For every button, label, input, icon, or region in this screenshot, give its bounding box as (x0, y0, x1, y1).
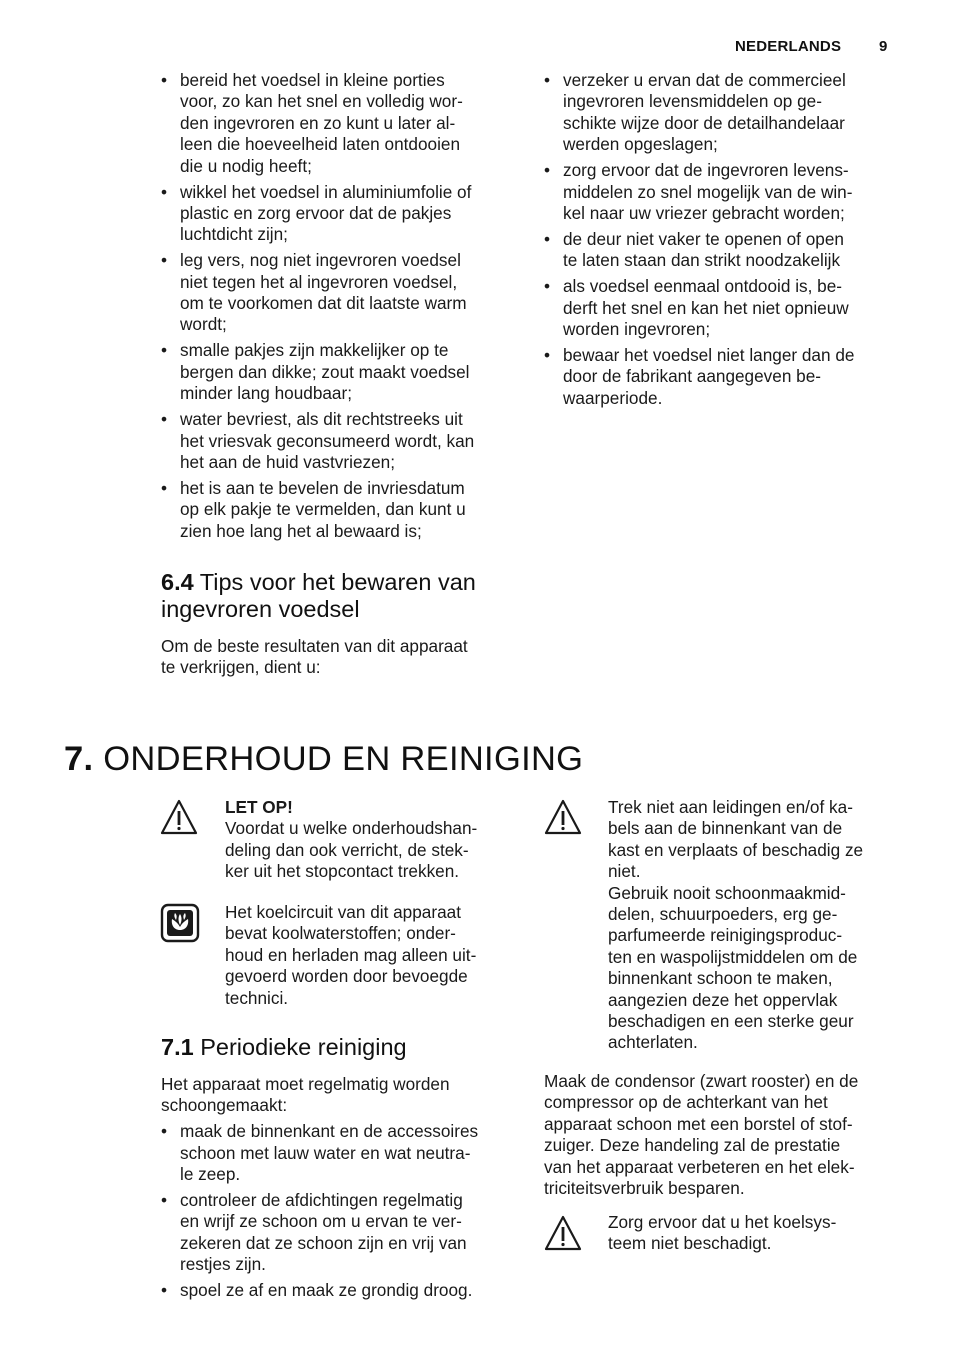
paragraph-line: van het apparaat verbeteren en het elek- (544, 1156, 855, 1177)
list-item (161, 1190, 516, 1276)
intro-line: schoongemaakt: (161, 1095, 288, 1116)
warning-line: beschadigen en een sterke geur (608, 1011, 854, 1032)
section-number: 6.4 (161, 569, 194, 595)
list-item-line: • water bevriest, als dit rechtstreeks uit (180, 409, 463, 430)
warning-line: deling dan ook verricht, de stek- (225, 839, 469, 860)
list-item (161, 250, 516, 336)
list-item-line: kel naar uw vriezer gebracht worden; (563, 202, 845, 223)
list-item-line: het aan de huid vastvriezen; (180, 451, 395, 472)
warning-line: delen, schuurpoeders, erg ge- (608, 904, 838, 925)
list-item-line: • smalle pakjes zijn makkelijker op te (180, 340, 449, 361)
warning-line: kast en verplaats of beschadig ze (608, 839, 864, 860)
warning-1 (225, 797, 525, 883)
list-item-line: • de deur niet vaker te openen of open (563, 228, 844, 249)
note-line: gevoerd worden door bevoegde (225, 966, 468, 987)
warning-line: ten en waspolijstmiddelen om de (608, 946, 858, 967)
list-item-line: leen die hoeveelheid laten ontdooien (180, 134, 461, 155)
note-line: bevat koolwaterstoffen; onder- (225, 923, 456, 944)
note-line: Het koelcircuit van dit apparaat (225, 902, 461, 922)
list-item (544, 345, 898, 409)
list-item-line: worden ingevroren; (563, 318, 711, 339)
list-item-line: • controleer de afdichtingen regelmatig (180, 1190, 463, 1211)
list-item-line: zekeren dat ze schoon zijn en vrij van (180, 1232, 467, 1253)
note-line: houd en herladen mag alleen uit- (225, 944, 477, 965)
list-item-line: het vriesvak geconsumeerd wordt, kan (180, 430, 475, 451)
section-title: Tips voor het bewaren van (199, 569, 476, 595)
environment-icon (160, 903, 200, 943)
running-header-language: NEDERLANDS (735, 38, 842, 55)
list-item-line: om te voorkomen dat dit laatste warm (180, 293, 467, 314)
list-item-line: le zeep. (180, 1164, 241, 1185)
list-item-line: • zorg ervoor dat de ingevroren levens- (563, 160, 849, 181)
list-item-line: bergen dan dikke; zout maakt voedsel (180, 361, 470, 382)
warning-line: Zorg ervoor dat u het koelsys- (608, 1212, 837, 1232)
page-number: 9 (879, 38, 888, 55)
list-item-line: wordt; (180, 314, 227, 335)
list-item-line: den ingevroren en zo kunt u later al- (180, 112, 456, 133)
storage-tips-list-container (544, 70, 898, 414)
list-item (161, 70, 516, 177)
section-title: Periodieke reiniging (200, 1034, 407, 1060)
list-item-line: voor, zo kan het snel en volledig wor- (180, 91, 463, 112)
warning-line: Trek niet aan leidingen en/of ka- (608, 797, 853, 817)
freezing-tips-list (161, 70, 516, 542)
list-item (544, 276, 898, 340)
warning-line: ker uit het stopcontact trekken. (225, 861, 460, 882)
list-item (161, 478, 516, 542)
warning-line: Gebruik nooit schoonmaakmid- (608, 882, 846, 903)
intro-line: Om de beste resultaten van dit apparaat (161, 636, 468, 656)
warning-line: bels aan de binnenkant van de (608, 818, 843, 839)
warning-line: teem niet beschadigt. (608, 1233, 772, 1254)
warning-triangle-icon (543, 798, 583, 838)
list-item-line: die u nodig heeft; (180, 155, 312, 176)
list-item (161, 1121, 516, 1185)
list-item-line: • het is aan te bevelen de invriesdatum (180, 477, 465, 498)
warning-line: binnenkant schoon te maken, (608, 968, 833, 989)
section-6-4-intro (161, 636, 516, 679)
warning-title: LET OP! (225, 797, 293, 817)
list-item (161, 182, 516, 246)
freezing-tips-list-container (161, 70, 516, 547)
list-item-line: • leg vers, nog niet ingevroren voedsel (180, 250, 461, 271)
paragraph-line: compressor op de achterkant van het (544, 1092, 828, 1113)
list-item-line: • bewaar het voedsel niet langer dan de (563, 344, 855, 365)
list-item-line: werden opgeslagen; (563, 134, 718, 155)
paragraph-line: zuiger. Deze handeling zal de prestatie (544, 1135, 841, 1156)
warning-line: parfumeerde reinigingsproduc- (608, 925, 843, 946)
warning-triangle-icon (543, 1214, 583, 1254)
list-item-line: schikte wijze door de detailhandelaar (563, 112, 845, 133)
list-item-line: restjes zijn. (180, 1254, 266, 1275)
note-line: technici. (225, 987, 289, 1008)
section-6-4-heading (161, 569, 476, 623)
condenser-paragraph (544, 1071, 898, 1199)
warning-line: achterlaten. (608, 1032, 698, 1053)
chapter-7-heading (64, 738, 583, 780)
list-item-line: middelen zo snel mogelijk van de win- (563, 181, 853, 202)
list-item-line: niet tegen het al ingevroren voedsel, (180, 271, 458, 292)
list-item-line: derft het snel en kan het niet opnieuw (563, 297, 849, 318)
list-item (161, 409, 516, 473)
cleaning-steps-list (161, 1121, 516, 1301)
warning-line: aangezien deze het oppervlak (608, 989, 838, 1010)
list-item-line: waarperiode. (563, 387, 663, 408)
paragraph-line: Maak de condensor (zwart rooster) en de (544, 1071, 859, 1091)
list-item-line: zien hoe lang het al bewaard is; (180, 520, 422, 541)
list-item-line: te laten staan dan strikt noodzakelijk (563, 250, 841, 271)
environment-note (225, 902, 525, 1009)
list-item-line: op elk pakje te vermelden, dan kunt u (180, 499, 466, 520)
list-item-line: door de fabrikant aangegeven be- (563, 366, 822, 387)
paragraph-line: apparaat schoon met een borstel of stof- (544, 1113, 853, 1134)
chapter-number: 7. (64, 740, 94, 778)
list-item (161, 340, 516, 404)
list-item-line: • verzeker u ervan dat de commercieel (563, 70, 846, 90)
list-item-line: • wikkel het voedsel in aluminiumfolie of (180, 181, 472, 202)
list-item-line: plastic en zorg ervoor dat de pakjes (180, 202, 452, 223)
section-7-1-body (161, 1074, 516, 1306)
warning-triangle-icon (159, 798, 199, 838)
intro-line: Het apparaat moet regelmatig worden (161, 1074, 450, 1094)
warning-2 (608, 797, 908, 1054)
paragraph-line: triciteitsverbruik besparen. (544, 1178, 745, 1199)
warning-line: niet. (608, 861, 641, 882)
warning-line: Voordat u welke onderhoudshan- (225, 818, 478, 839)
section-number: 7.1 (161, 1034, 194, 1060)
list-item-line: schoon met lauw water en wat neutra- (180, 1142, 471, 1163)
storage-tips-list (544, 70, 898, 409)
list-item (544, 229, 898, 272)
warning-3 (608, 1212, 908, 1255)
list-item-line: ingevroren levensmiddelen op ge- (563, 91, 822, 112)
list-item-line: minder lang houdbaar; (180, 383, 352, 404)
section-7-1-heading (161, 1034, 407, 1061)
list-item-line: luchtdicht zijn; (180, 224, 288, 245)
section-title-cont: ingevroren voedsel (161, 596, 360, 622)
list-item (544, 70, 898, 156)
list-item-line: • maak de binnenkant en de accessoires (180, 1121, 479, 1142)
intro-line: te verkrijgen, dient u: (161, 657, 321, 678)
chapter-title: ONDERHOUD EN REINIGING (103, 740, 584, 778)
list-item (161, 1280, 516, 1301)
list-item-line: • bereid het voedsel in kleine porties (180, 70, 445, 90)
list-item-line: • spoel ze af en maak ze grondig droog. (180, 1280, 473, 1301)
list-item-line: • als voedsel eenmaal ontdooid is, be- (563, 276, 842, 297)
list-item (544, 160, 898, 224)
list-item-line: en wrijf ze schoon om u ervan te ver- (180, 1211, 462, 1232)
